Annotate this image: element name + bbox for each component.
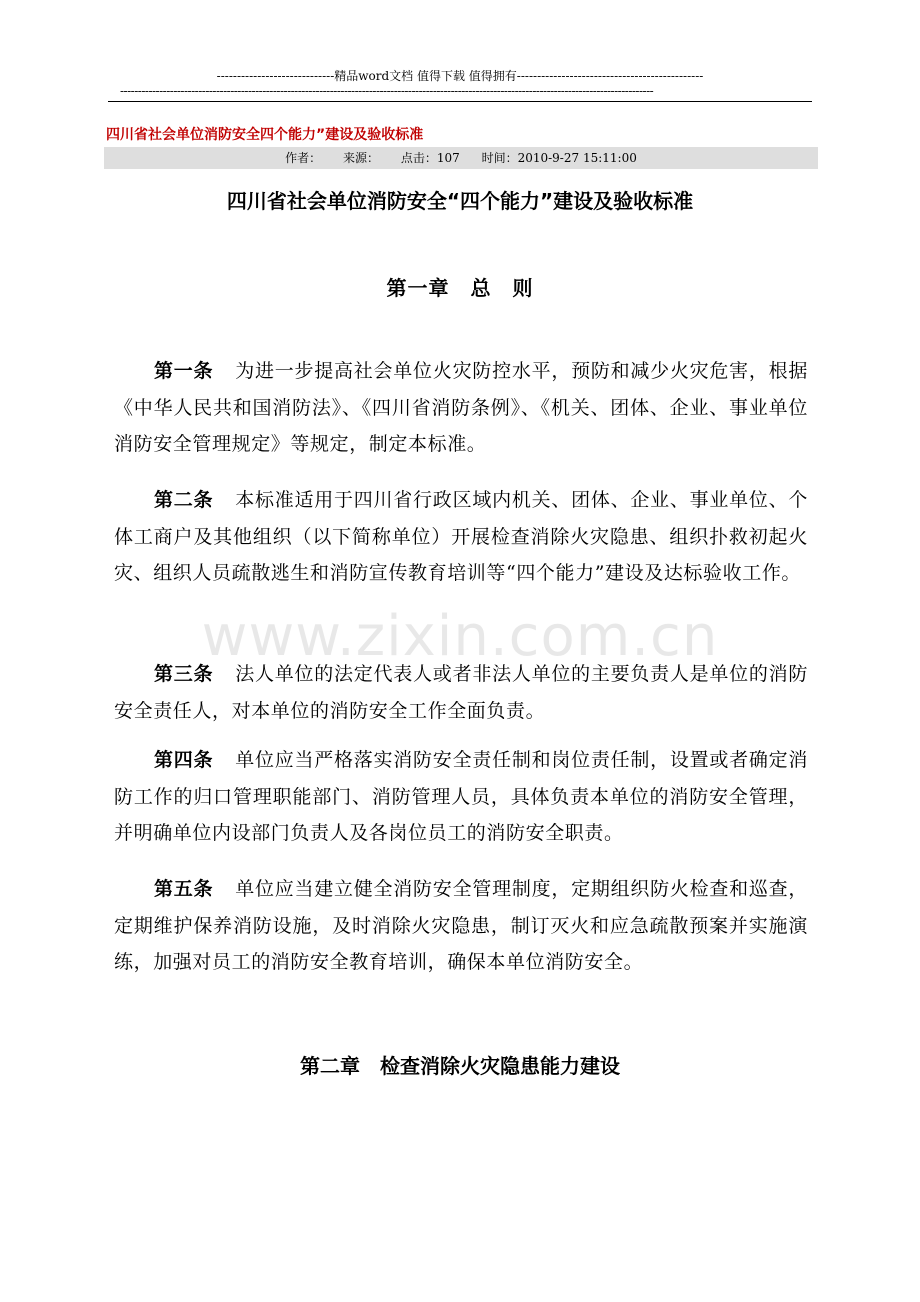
article-text: 本标准适用于四川省行政区域内机关、团体、企业、事业单位、个体工商户及其他组织（以下简称单位）开展检查消除火灾隐患、组织扑救初起火灾、组织人员疏散逃生和消防宣传教育培训等“四个能力”建设及达标验收工作。 [114, 489, 808, 584]
chapter-heading-2: 第二章 检查消除火灾隐患能力建设 [300, 1054, 620, 1078]
watermark: www.zixin.com.cn [201, 604, 719, 669]
article-2 [114, 482, 808, 592]
article-number: 第三条 [154, 663, 214, 685]
article-5 [114, 871, 808, 981]
article-1 [114, 353, 808, 463]
meta-source: 来源： [343, 151, 380, 165]
article-number: 第四条 [154, 749, 214, 771]
meta-bar [104, 147, 818, 169]
article-text: 法人单位的法定代表人或者非法人单位的主要负责人是单位的消防安全责任人，对本单位的消防安全工作全面负责。 [114, 663, 808, 722]
document-title: 四川省社会单位消防安全“四个能力”建设及验收标准 [226, 189, 694, 213]
meta-author: 作者： [285, 151, 322, 165]
article-3 [114, 656, 808, 729]
article-number: 第五条 [154, 878, 214, 900]
article-text: 单位应当建立健全消防安全管理制度，定期组织防火检查和巡查，定期维护保养消防设施，及时消除火灾隐患，制订灭火和应急疏散预案并实施演练，加强对员工的消防安全教育培训，确保本单位消防安全。 [114, 878, 808, 973]
article-4 [114, 742, 808, 852]
article-number: 第二条 [154, 489, 214, 511]
meta-time: 时间：2010-9-27 15:11:00 [481, 151, 637, 165]
article-heading: 四川省社会单位消防安全四个能力”建设及验收标准 [106, 127, 424, 143]
header-banner: -----------------------------精品word文档 值得下载 值得拥有---------------------------------------------- [216, 69, 704, 83]
chapter-heading-1: 第一章 总 则 [386, 276, 534, 300]
article-number: 第一条 [154, 360, 214, 382]
header-rule [108, 101, 812, 102]
article-text: 为进一步提高社会单位火灾防控水平，预防和减少火灾危害，根据《中华人民共和国消防法》、《四川省消防条例》、《机关、团体、企业、事业单位消防安全管理规定》等规定，制定本标准。 [114, 360, 808, 455]
article-text: 单位应当严格落实消防安全责任制和岗位责任制，设置或者确定消防工作的归口管理职能部门、消防管理人员，具体负责本单位的消防安全管理，并明确单位内设部门负责人及各岗位员工的消防安全职责。 [114, 749, 808, 844]
meta-clicks: 点击：107 [400, 151, 460, 165]
header-dash-line: ------------------------------------------------------------------------------------------------------------------------------------------------------ [120, 84, 654, 98]
